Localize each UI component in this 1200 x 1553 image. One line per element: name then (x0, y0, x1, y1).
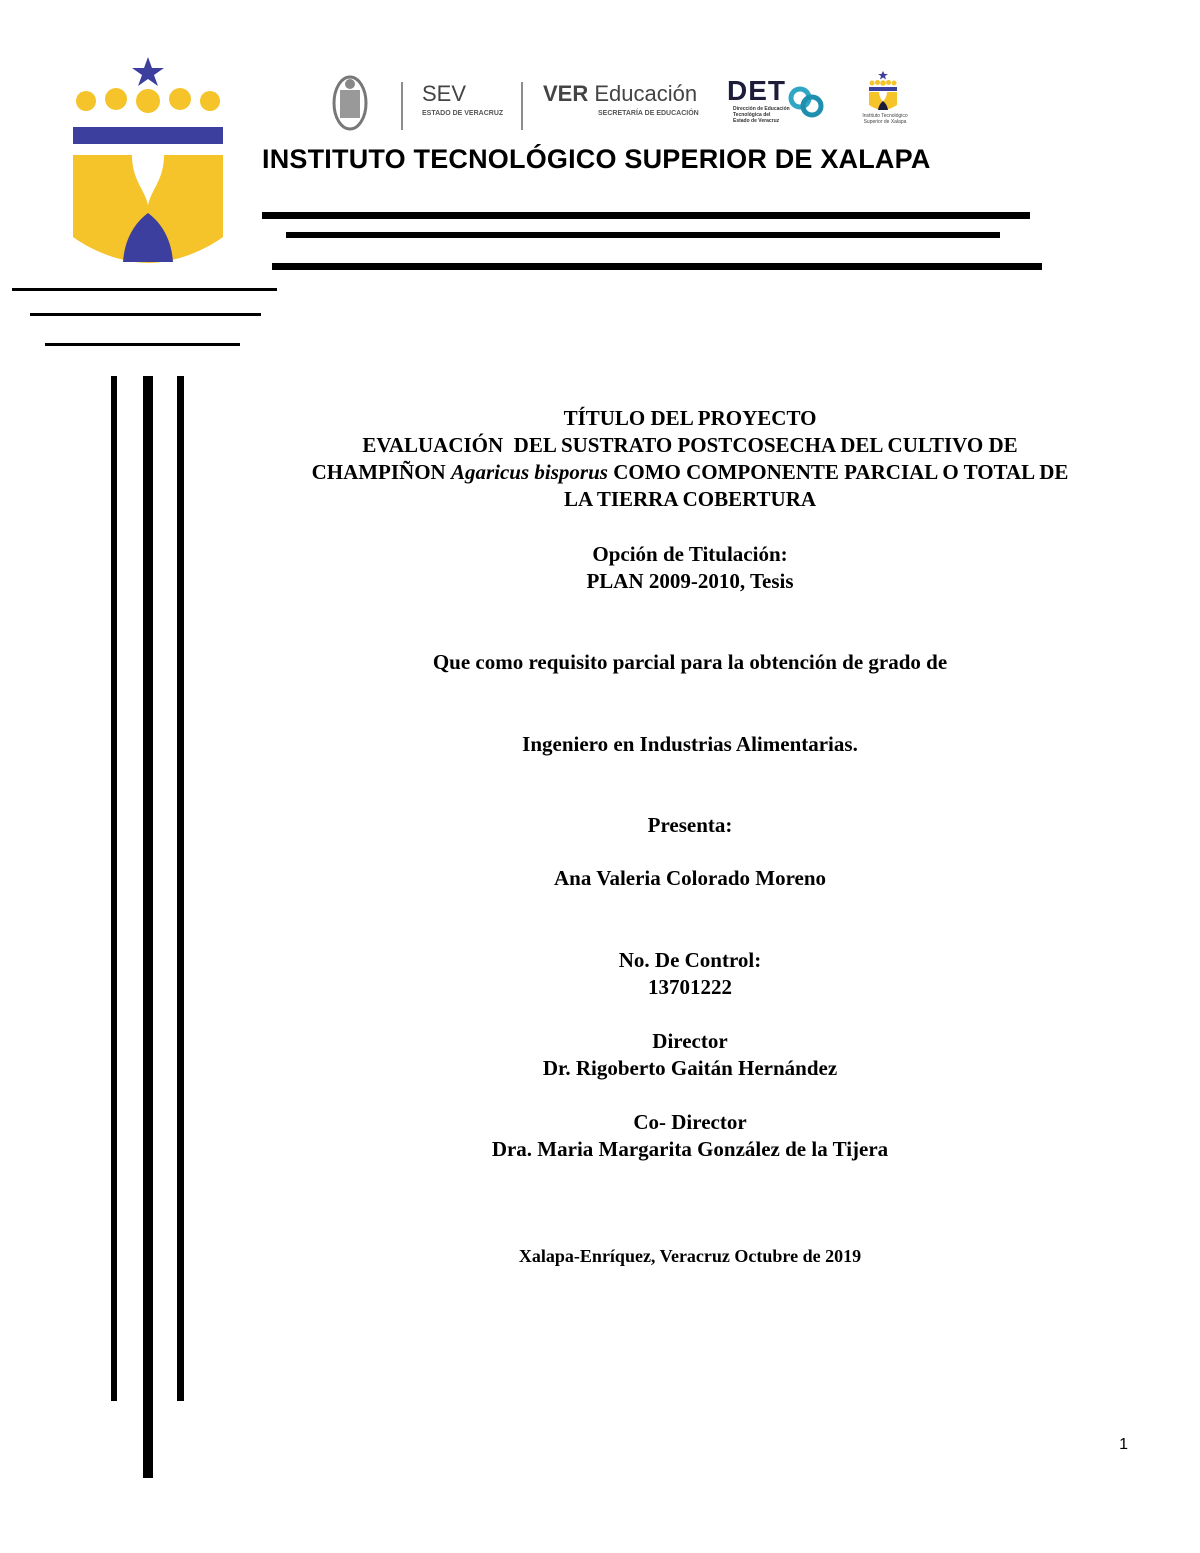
species-name: Agaricus bisporus (450, 460, 608, 484)
institution-name: INSTITUTO TECNOLÓGICO SUPERIOR DE XALAPA (262, 144, 931, 174)
vertical-bar-center (143, 376, 153, 1478)
control-label: No. De Control: (618, 948, 762, 972)
itsx-small-logo (868, 70, 898, 110)
sev-logo (422, 82, 503, 117)
codirector-label: Co- Director (633, 1110, 747, 1134)
title-line-2-post: COMO COMPONENTE PARCIAL O TOTAL DE (607, 460, 1069, 484)
sev-subtitle: ESTADO DE VERACRUZ (422, 110, 504, 117)
det-subtitle-1: Dirección de Educación (733, 106, 790, 112)
control-block (240, 947, 1140, 1001)
det-title: DET (727, 75, 786, 106)
side-rule-2 (30, 313, 261, 316)
header-rule-2 (286, 232, 1000, 238)
det-logo (727, 76, 790, 124)
title-line-1: EVALUACIÓN DEL SUSTRATO POSTCOSECHA DEL CULTIVO DE (362, 433, 1018, 457)
title-heading: TÍTULO DEL PROYECTO (563, 406, 817, 430)
vertical-bar-right (177, 376, 184, 1401)
director-label: Director (652, 1029, 728, 1053)
requirement-text: Que como requisito parcial para la obtención de grado de (432, 650, 948, 674)
itsx-small-caption (855, 113, 915, 125)
side-rule-1 (12, 288, 277, 291)
ver-title-bold: VER (543, 81, 589, 106)
det-knot-icon (788, 84, 824, 120)
det-subtitle-2: Tecnológica del (733, 112, 771, 118)
presenter-label: Presenta: (647, 813, 733, 837)
codirector-name: Dra. Maria Margarita González de la Tijera (491, 1137, 889, 1161)
codirector-block (240, 1109, 1140, 1163)
header-rule-1 (262, 212, 1030, 219)
itsx-caption-2: Superior de Xalapa (863, 119, 907, 125)
degree-option (240, 541, 1140, 595)
itsx-caption-1: Instituto Tecnológico (862, 113, 908, 119)
ver-educacion-logo (543, 82, 699, 117)
title-line-2 (240, 459, 1140, 486)
header-rule-3 (272, 263, 1042, 270)
control-number: 13701222 (648, 975, 732, 999)
ver-title: Educación (594, 81, 698, 106)
project-title-block (240, 405, 1140, 513)
sev-title: SEV (422, 81, 467, 106)
director-block (240, 1028, 1140, 1082)
vertical-bar-left (111, 376, 117, 1401)
presenter-name: Ana Valeria Colorado Moreno (553, 866, 827, 890)
ver-subtitle: SECRETARÍA DE EDUCACIÓN (598, 110, 699, 117)
title-line-2-pre: CHAMPIÑON (311, 460, 451, 484)
option-value: PLAN 2009-2010, Tesis (586, 569, 794, 593)
det-subtitle-3: Estado de Veracruz (733, 118, 780, 124)
degree-name: Ingeniero en Industrias Alimentarias. (522, 732, 858, 756)
side-rule-3 (45, 343, 240, 346)
option-label: Opción de Titulación: (592, 542, 788, 566)
title-line-3: LA TIERRA COBERTURA (563, 487, 817, 511)
veracruz-coat-of-arms-icon (334, 77, 366, 129)
itsx-logo (70, 55, 225, 265)
place-date: Xalapa-Enríquez, Veracruz Octubre de 2019 (518, 1246, 862, 1266)
page-number: 1 (1119, 1436, 1128, 1453)
director-name: Dr. Rigoberto Gaitán Hernández (542, 1056, 838, 1080)
